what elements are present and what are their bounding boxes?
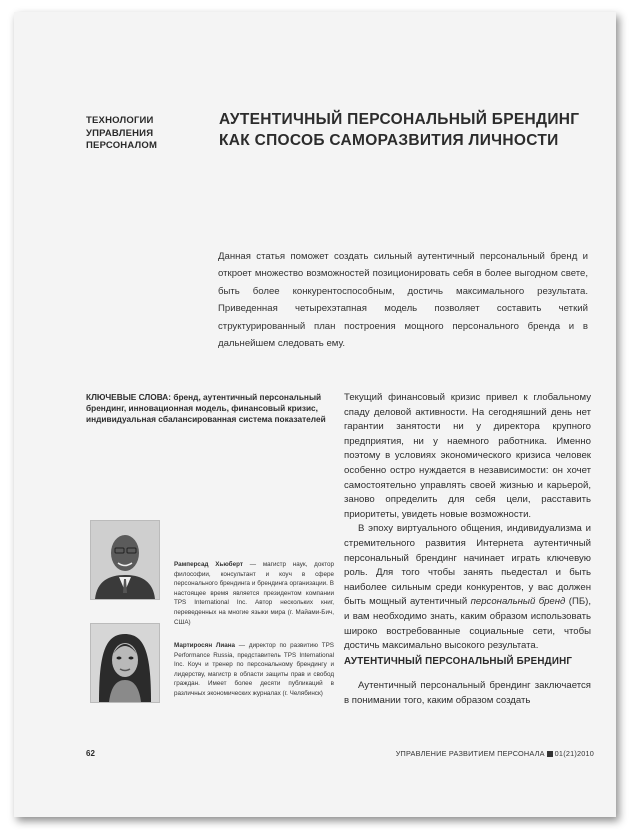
author-name: Мартиросян Лиана bbox=[174, 642, 236, 649]
journal-page bbox=[14, 12, 616, 817]
body-text: (ПБ), и вам необходимо знать, каким образом использовать широко востребованные социальные сети, чтобы достичь максимально высокого результата. bbox=[344, 596, 591, 652]
article-title bbox=[219, 109, 599, 151]
body-paragraph: Текущий финансовый кризис привел к глобальному спаду деловой активности. На сегодняшний день нет гарантии занятости ни у директора крупного предприятия, ни у наемного работника. Именно поэтому в условиях экономического кризиса человек особенно остро нуждается в независимости: он хочет самостоятельно управлять своей жизнью и карьерой, заново определить для себя цели, расставить приоритеты, увидеть новые возможности. bbox=[344, 392, 591, 520]
keywords-label: КЛЮЧЕВЫЕ СЛОВА: bbox=[86, 392, 172, 402]
body-text: В эпоху виртуального общения, индивидуализма и стремительного развития Интернета аутентичный персональный брендинг начинает играть ключевую роль. Для того чтобы занять пьедестал и быть наиболее сильным среди конкурентов, у вас должен быть мощный аутентичный bbox=[344, 523, 591, 608]
body-emphasis: персональный бренд bbox=[470, 596, 566, 608]
issue-number: 01(21)2010 bbox=[554, 749, 594, 758]
section-heading: АУТЕНТИЧНЫЙ ПЕРСОНАЛЬНЫЙ БРЕНДИНГ bbox=[344, 656, 573, 667]
author-photo-rampersad bbox=[90, 520, 160, 600]
page-number: 62 bbox=[86, 749, 95, 758]
journal-name: УПРАВЛЕНИЕ РАЗВИТИЕМ ПЕРСОНАЛА bbox=[395, 749, 545, 758]
article-lead: Данная статья поможет создать сильный аутентичный персональный бренд и откроет множество возможностей позиционировать себя в более выгодном свете, быть более конкурентоспособным, достичь максимального результата. Приведенная четырехэтапная модель позволяет составить четкий структурированный план построения мощного персонального бренда и в дальнейшем следовать ему. bbox=[218, 251, 588, 350]
body-paragraph: Аутентичный персональный брендинг заключается в понимании того, каким образом создать bbox=[344, 680, 591, 706]
author-name: Рамперсад Хьюберт bbox=[174, 561, 243, 568]
article-title-line: КАК СПОСОБ САМОРАЗВИТИЯ ЛИЧНОСТИ bbox=[219, 132, 559, 149]
section-label-line: ПЕРСОНАЛОМ bbox=[86, 140, 158, 151]
section-label bbox=[86, 115, 206, 153]
author-bio: — магистр наук, доктор философии, консультант и коуч в сфере персонального брендинга и брендинга организации. В настоящее время является президентом компании TPS International Inc. Автор нескольких книг, переведенных на многие языки мира (г. Майами-Бич, США) bbox=[174, 561, 334, 626]
section-label-line: ТЕХНОЛОГИИ bbox=[86, 115, 154, 126]
author-photo-martirosyan bbox=[90, 623, 160, 703]
square-icon bbox=[547, 751, 553, 757]
author-bio-martirosyan bbox=[174, 641, 334, 699]
keywords-text: бренд, аутентичный персональный брендинг, инновационная модель, финансовый кризис, индивидуальная сбалансированная система показателей bbox=[86, 392, 326, 424]
section-label-line: УПРАВЛЕНИЯ bbox=[86, 127, 154, 139]
article-title-line: АУТЕНТИЧНЫЙ ПЕРСОНАЛЬНЫЙ БРЕНДИНГ bbox=[219, 111, 580, 128]
body-paragraph bbox=[344, 522, 591, 653]
journal-footer bbox=[394, 749, 594, 758]
author-bio-rampersad bbox=[174, 560, 334, 627]
article-body bbox=[344, 391, 591, 654]
keywords bbox=[86, 392, 334, 425]
author-bio: — директор по развитию TPS Performance Russia, представитель TPS International Inc. Коуч и тренер по персональному брендингу и лидерству, магистр в области защиты прав и свобод граждан. Имеет более десяти публикаций в различных экономических журналах (г. Челябинск) bbox=[174, 642, 334, 697]
